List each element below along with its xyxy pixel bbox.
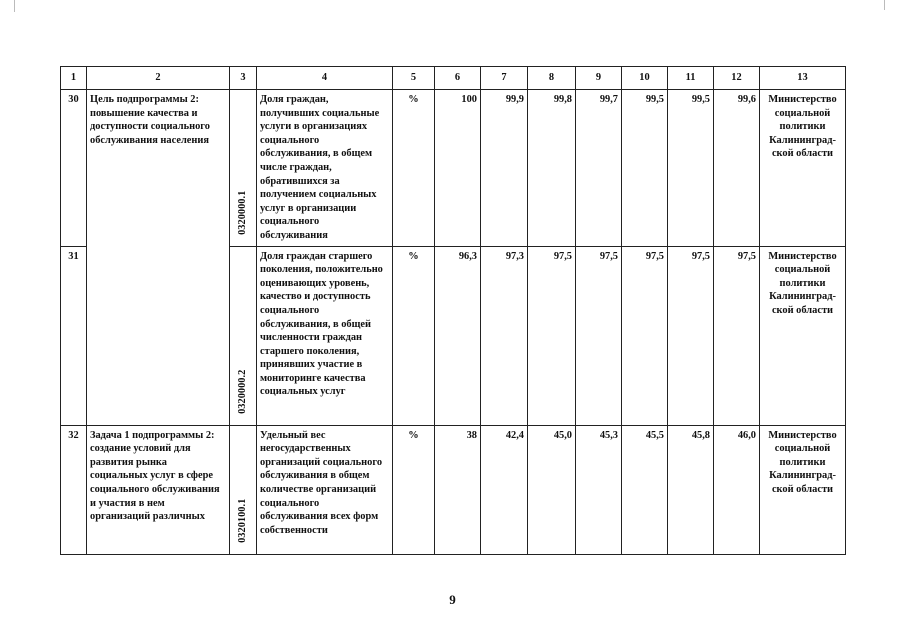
goal-cell: Цель подпрограммы 2: повышение качества и доступности социального обслуживания населения xyxy=(87,90,230,426)
goal-cell: Задача 1 подпрограммы 2: создание условий для развития рынка социальных услуг в сфере социального обслуживания и участия в нем организаций различных xyxy=(87,425,230,554)
indicator-cell: Доля граждан старшего поколения, положительно оценивающих уровень, качество и доступность социального обслуживания, в общей численности граждан старшего поколения, принявших участие в мониторинге качества социальных услуг xyxy=(257,246,393,425)
header-cell: 4 xyxy=(257,67,393,90)
header-cell: 13 xyxy=(760,67,846,90)
header-cell: 7 xyxy=(481,67,528,90)
value-cell: 42,4 xyxy=(481,425,528,554)
value-cell: 97,5 xyxy=(622,246,668,425)
code-cell xyxy=(230,246,257,425)
header-cell: 1 xyxy=(61,67,87,90)
table-row xyxy=(61,90,846,247)
value-cell: 97,5 xyxy=(528,246,576,425)
code-text: 0320000.1 xyxy=(237,190,249,235)
code-cell xyxy=(230,90,257,247)
header-cell: 9 xyxy=(576,67,622,90)
indicator-cell: Удельный вес негосударственных организаций социального обслуживания в общем количестве организаций социального обслуживания всех форм собственности xyxy=(257,425,393,554)
header-row xyxy=(61,67,846,90)
value-cell: 97,3 xyxy=(481,246,528,425)
header-cell: 3 xyxy=(230,67,257,90)
value-cell: 100 xyxy=(435,90,481,247)
value-cell: 99,7 xyxy=(576,90,622,247)
value-cell: 45,0 xyxy=(528,425,576,554)
indicators-table xyxy=(60,66,846,555)
value-cell: 99,9 xyxy=(481,90,528,247)
value-cell: 97,5 xyxy=(668,246,714,425)
value-cell: 99,5 xyxy=(668,90,714,247)
code-cell xyxy=(230,425,257,554)
value-cell: 97,5 xyxy=(576,246,622,425)
code-text: 0320000.2 xyxy=(237,369,249,414)
header-cell: 12 xyxy=(714,67,760,90)
header-cell: 2 xyxy=(87,67,230,90)
header-cell: 6 xyxy=(435,67,481,90)
indicator-cell: Доля граждан, получивших социальные услуги в организациях социального обслуживания, в общем числе граждан, обратившихся за получением социальных услуг в организации социального обслуживания xyxy=(257,90,393,247)
unit-cell: % xyxy=(393,425,435,554)
value-cell: 46,0 xyxy=(714,425,760,554)
code-text: 0320100.1 xyxy=(237,498,249,543)
executor-cell: Министерство социальной политики Калининград-ской области xyxy=(760,425,846,554)
value-cell: 45,3 xyxy=(576,425,622,554)
page-number: 9 xyxy=(449,592,456,607)
unit-cell: % xyxy=(393,90,435,247)
header-cell: 10 xyxy=(622,67,668,90)
header-cell: 5 xyxy=(393,67,435,90)
scan-mark xyxy=(884,0,885,10)
value-cell: 99,5 xyxy=(622,90,668,247)
value-cell: 99,6 xyxy=(714,90,760,247)
executor-cell: Министерство социальной политики Калининград-ской области xyxy=(760,246,846,425)
header-cell: 8 xyxy=(528,67,576,90)
row-number: 31 xyxy=(61,246,87,425)
row-number: 32 xyxy=(61,425,87,554)
unit-cell: % xyxy=(393,246,435,425)
scan-mark xyxy=(14,0,15,12)
row-number: 30 xyxy=(61,90,87,247)
value-cell: 97,5 xyxy=(714,246,760,425)
executor-cell: Министерство социальной политики Калининград-ской области xyxy=(760,90,846,247)
table-row xyxy=(61,425,846,554)
value-cell: 96,3 xyxy=(435,246,481,425)
value-cell: 45,8 xyxy=(668,425,714,554)
value-cell: 99,8 xyxy=(528,90,576,247)
value-cell: 45,5 xyxy=(622,425,668,554)
value-cell: 38 xyxy=(435,425,481,554)
header-cell: 11 xyxy=(668,67,714,90)
